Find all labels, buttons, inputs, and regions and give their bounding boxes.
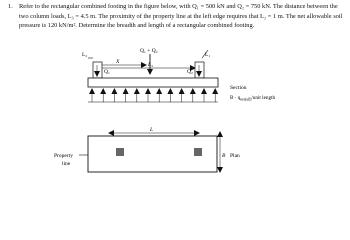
plan-view [54, 127, 240, 172]
q1-label: Q₁ [104, 69, 110, 75]
property-line-label-1: Property [54, 153, 73, 159]
l2-label: L₂ [82, 52, 88, 58]
l-label: L [150, 127, 154, 133]
l1-label: L₁ [205, 52, 211, 58]
soil-pressure-arrows [92, 89, 215, 102]
section-view [82, 48, 276, 102]
pressure-label [230, 95, 276, 102]
footing-section [88, 78, 218, 87]
problem-text: Refer to the rectangular combined footing in the figure below, with Q₁ = 500 kN and Q₂ = 750 kN. The distance between the two column loads, L₃ = 4.5 m. The proximity of the property line at the left edge requires that L₂ = 1 m. The net allowable soil pressure is 120 kN/m². Determine the breadth and length of a rectangular combined footing. [19, 3, 343, 30]
column-1-plan [116, 148, 124, 156]
column-2-plan [194, 148, 202, 156]
pressure-label-suffix: /unit length [251, 95, 276, 101]
resultant-label: Q₁ + Q₂ [140, 48, 158, 54]
x-label: X [116, 59, 120, 65]
plan-label: Plan [230, 153, 240, 159]
section-label: Section [230, 85, 247, 91]
column-1 [93, 62, 102, 78]
b-label: B [222, 153, 226, 159]
pressure-label-sub: net(all) [240, 97, 252, 102]
problem-number: 1. [8, 3, 13, 10]
q2-label: Q₂ [187, 69, 193, 75]
pressure-label-main: B · q [230, 95, 241, 101]
property-line-label-2: line [62, 161, 71, 167]
column-2 [195, 62, 204, 78]
l3-label: L₃ [148, 62, 153, 68]
